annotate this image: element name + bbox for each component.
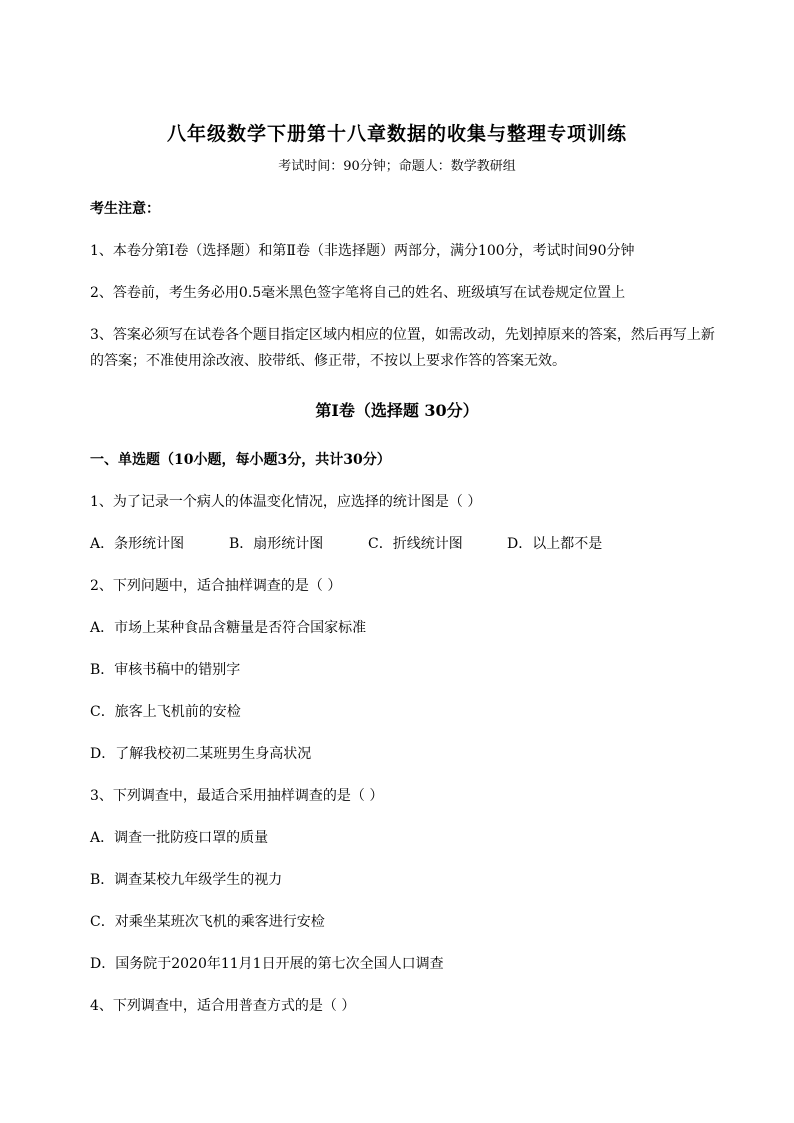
question-4-stem: 4、下列调查中，适合用普查方式的是（ ） (90, 998, 356, 1014)
question-2-option-a: A．市场上某种食品含糖量是否符合国家标准 (90, 620, 367, 636)
question-3-option-a: A．调查一批防疫口罩的质量 (90, 830, 269, 846)
exam-info: 考试时间：90分钟；命题人：数学教研组 (278, 159, 516, 174)
question-3-option-c: C．对乘坐某班次飞机的乘客进行安检 (90, 914, 325, 930)
question-3-option-d: D．国务院于2020年11月1日开展的第七次全国人口调查 (90, 956, 444, 972)
question-1-option-c: C．折线统计图 (368, 536, 463, 552)
question-1-option-a: A．条形统计图 (90, 536, 185, 552)
question-1-option-b: B．扇形统计图 (229, 536, 324, 552)
section-title: 第I卷（选择题 30分） (315, 401, 479, 420)
question-1-stem: 1、为了记录一个病人的体温变化情况，应选择的统计图是（ ） (90, 494, 482, 510)
question-2-stem: 2、下列问题中，适合抽样调查的是（ ） (90, 578, 342, 594)
question-1-options (90, 535, 602, 553)
question-3-stem: 3、下列调查中，最适合采用抽样调查的是（ ） (90, 788, 384, 804)
part-heading: 一、单选题（10小题，每小题3分，共计30分） (90, 452, 391, 468)
notice-item-3: 3、答案必须写在试卷各个题目指定区域内相应的位置，如需改动，先划掉原来的答案，然后再写上新 (90, 327, 715, 343)
notice-heading: 考生注意： (90, 201, 160, 217)
question-3-option-b: B．调查某校九年级学生的视力 (90, 872, 283, 888)
page-title: 八年级数学下册第十八章数据的收集与整理专项训练 (166, 123, 627, 145)
notice-item-2: 2、答卷前，考生务必用0.5毫米黑色签字笔将自己的姓名、班级填写在试卷规定位置上 (90, 285, 626, 301)
notice-item-3-continued: 的答案；不准使用涂改液、胶带纸、修正带，不按以上要求作答的答案无效。 (90, 353, 566, 369)
question-1-option-d: D．以上都不是 (507, 536, 603, 552)
question-2-option-d: D．了解我校初二某班男生身高状况 (90, 746, 312, 762)
notice-item-1: 1、本卷分第I卷（选择题）和第Ⅱ卷（非选择题）两部分，满分100分，考试时间90分钟 (90, 243, 635, 259)
question-2-option-b: B．审核书稿中的错别字 (90, 662, 241, 678)
question-2-option-c: C．旅客上飞机前的安检 (90, 704, 241, 720)
